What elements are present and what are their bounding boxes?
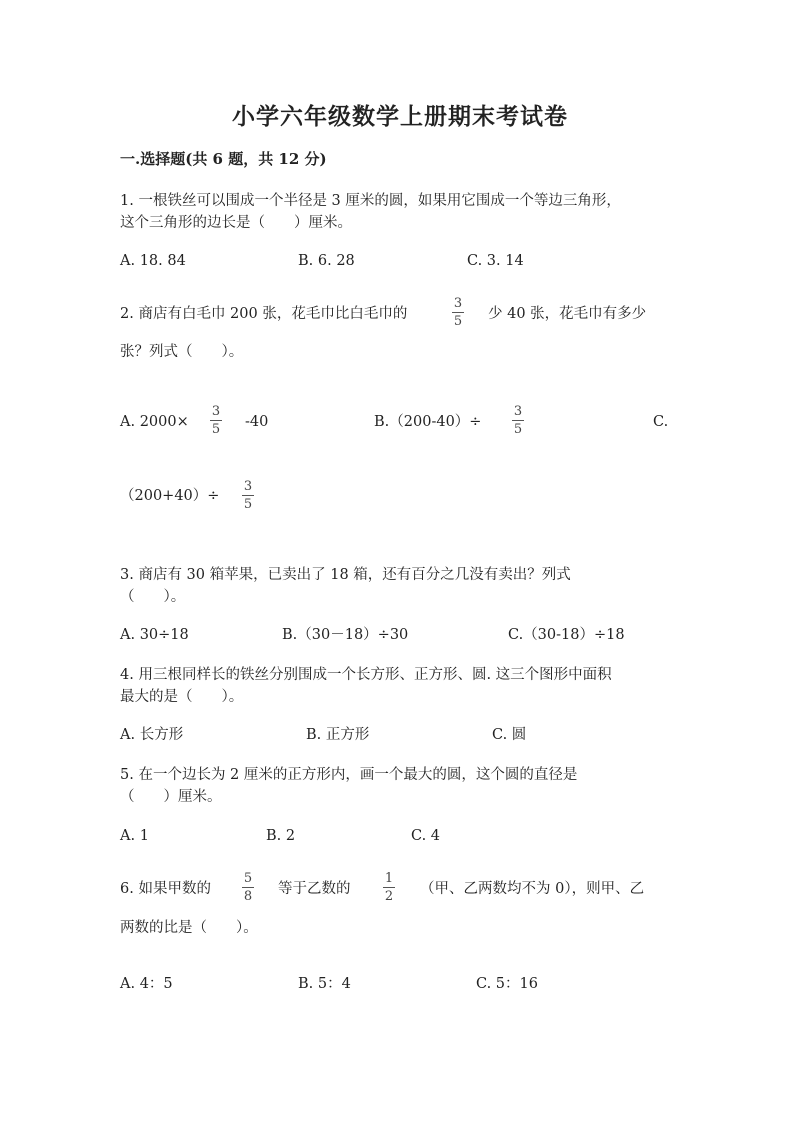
question-3-line-1: 3. 商店有 30 箱苹果，已卖出了 18 箱，还有百分之几没有卖出？列式	[120, 567, 571, 583]
question-5-option-c: C. 4	[411, 828, 441, 844]
question-6-text-pre: 6. 如果甲数的	[120, 881, 211, 897]
question-2-option-b-fraction	[510, 404, 526, 437]
question-5-line-1: 5. 在一个边长为 2 厘米的正方形内，画一个最大的圆，这个圆的直径是	[120, 767, 578, 783]
question-2-option-b-pre: B.（200-40）÷	[374, 414, 482, 430]
question-2-option-a-fraction	[208, 404, 224, 437]
section-heading: 一.选择题(共 6 题，共 12 分)	[120, 150, 327, 168]
page-title: 小学六年级数学上册期末考试卷	[232, 103, 568, 130]
question-3-option-a: A. 30÷18	[120, 627, 189, 643]
question-2-fraction	[450, 296, 466, 329]
fraction-bar	[452, 312, 464, 313]
question-6-fraction-2	[381, 871, 397, 904]
question-3-line-2: （ ）。	[120, 589, 186, 605]
question-2-option-a-pre: A. 2000×	[120, 414, 189, 430]
question-4-option-a: A. 长方形	[120, 727, 184, 743]
question-4-option-b: B. 正方形	[306, 727, 370, 743]
question-4-line-1: 4. 用三根同样长的铁丝分别围成一个长方形、正方形、圆. 这三个图形中面积	[120, 667, 612, 683]
question-6-option-b: B. 5：4	[298, 976, 351, 992]
question-6-text-mid: 等于乙数的	[278, 881, 351, 897]
question-2-option-c-fraction	[240, 479, 256, 512]
question-6-option-a: A. 4：5	[120, 976, 173, 992]
question-5-option-a: A. 1	[120, 828, 149, 844]
question-4-option-c: C. 圆	[492, 727, 527, 743]
fraction-denominator: 2	[384, 889, 394, 904]
question-5-option-b: B. 2	[266, 828, 296, 844]
question-2-option-c-pre: （200+40）÷	[120, 488, 220, 504]
question-1-option-c: C. 3. 14	[467, 253, 524, 269]
fraction-denominator: 5	[211, 422, 221, 437]
fraction-numerator: 5	[243, 871, 253, 886]
question-3-option-b: B.（30－18）÷30	[282, 627, 409, 643]
question-6-text-post: （甲、乙两数均不为 0），则甲、乙	[420, 881, 645, 897]
question-2-option-c-label: C.	[653, 414, 669, 430]
fraction-numerator: 3	[211, 404, 221, 419]
fraction-bar	[512, 420, 524, 421]
question-2-line-2: 张？列式（ ）。	[120, 344, 244, 360]
question-6-line-2: 两数的比是（ ）。	[120, 920, 258, 936]
fraction-bar	[242, 495, 254, 496]
question-6-fraction-1	[240, 871, 256, 904]
fraction-denominator: 5	[513, 422, 523, 437]
question-1-option-a: A. 18. 84	[120, 253, 186, 269]
question-1-option-b: B. 6. 28	[298, 253, 355, 269]
fraction-denominator: 8	[243, 889, 253, 904]
fraction-numerator: 3	[453, 296, 463, 311]
fraction-numerator: 1	[384, 871, 394, 886]
question-2-option-a-post: -40	[245, 414, 269, 430]
fraction-numerator: 3	[513, 404, 523, 419]
question-1-line-1: 1. 一根铁丝可以围成一个半径是 3 厘米的圆，如果用它围成一个等边三角形，	[120, 193, 621, 209]
question-2-text-pre: 2. 商店有白毛巾 200 张，花毛巾比白毛巾的	[120, 306, 408, 322]
question-3-option-c: C.（30-18）÷18	[508, 627, 625, 643]
fraction-denominator: 5	[453, 314, 463, 329]
question-4-line-2: 最大的是（ ）。	[120, 689, 244, 705]
fraction-bar	[210, 420, 222, 421]
question-2-text-post: 少 40 张，花毛巾有多少	[488, 306, 647, 322]
fraction-numerator: 3	[243, 479, 253, 494]
fraction-denominator: 5	[243, 497, 253, 512]
fraction-bar	[383, 887, 395, 888]
question-1-line-2: 这个三角形的边长是（ ）厘米。	[120, 215, 352, 231]
question-6-option-c: C. 5：16	[476, 976, 538, 992]
fraction-bar	[242, 887, 254, 888]
question-5-line-2: （ ）厘米。	[120, 789, 222, 805]
